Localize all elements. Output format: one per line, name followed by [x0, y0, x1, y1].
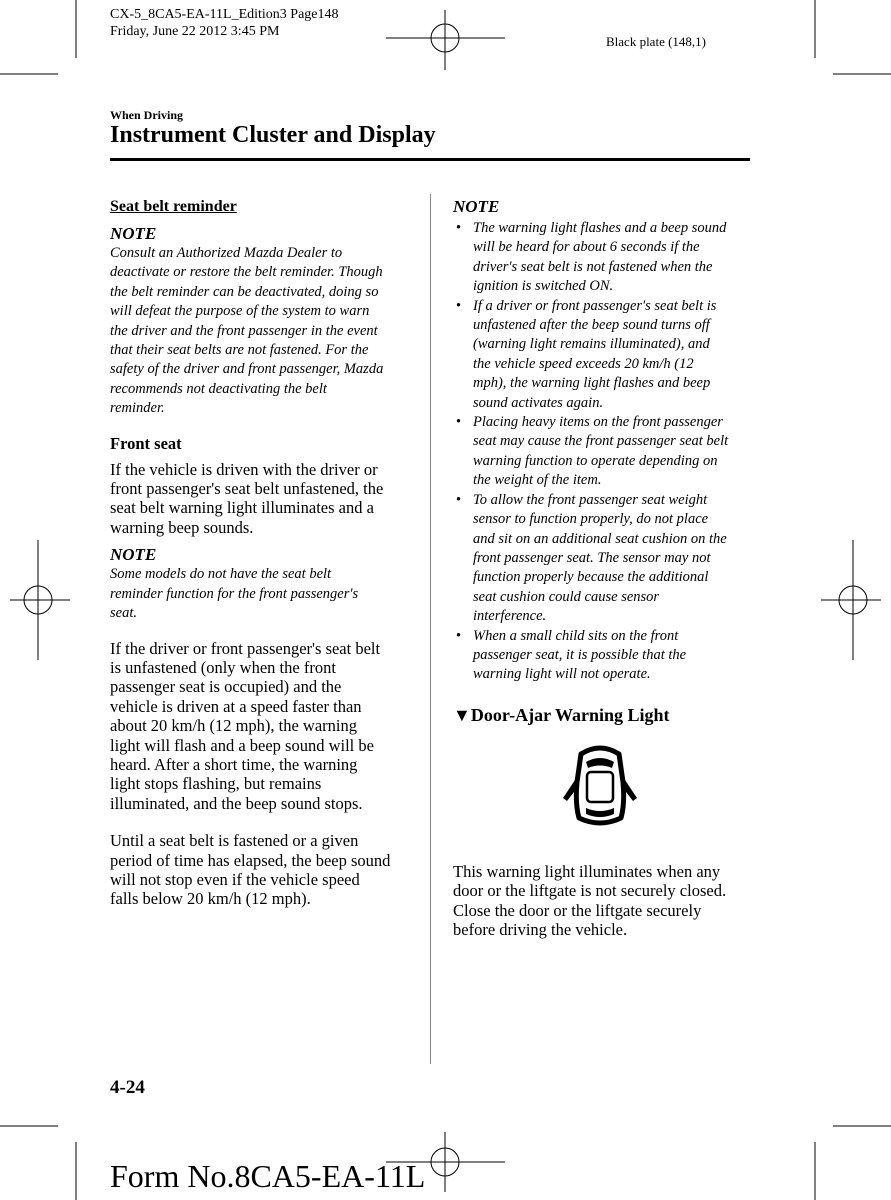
note-line: safety of the driver and front passenger, Mazda — [110, 361, 384, 378]
note-line: that their seat belts are not fastened. For the — [110, 342, 369, 359]
bullet-icon: • — [456, 220, 462, 236]
note-line: the driver and the front passenger in the event — [110, 322, 378, 339]
list-line: warning light will not operate. — [473, 666, 651, 683]
note-line: will defeat the purpose of the system to warn — [110, 303, 370, 320]
body-line: seat belt warning light illuminates and a — [110, 498, 374, 518]
note-heading: NOTE — [110, 224, 157, 243]
note-text — [110, 244, 420, 419]
body-line: about 20 km/h (12 mph), the warning — [110, 716, 358, 736]
body-line: front passenger's seat belt unfastened, the — [110, 479, 384, 499]
seat-belt-reminder-heading: Seat belt reminder — [110, 198, 237, 215]
body-line: falls below 20 km/h (12 mph). — [110, 889, 311, 909]
body-line: period of time has elapsed, the beep sound — [110, 850, 391, 870]
page-number: 4-24 — [110, 1077, 145, 1098]
print-plate-label: Black plate (148,1) — [606, 34, 706, 49]
list-line: When a small child sits on the front — [473, 627, 679, 644]
list-line: If a driver or front passenger's seat belt is — [473, 297, 717, 314]
list-item — [453, 491, 758, 627]
bullet-icon: • — [456, 491, 462, 508]
body-line: will not stop even if the vehicle speed — [110, 869, 360, 889]
door-ajar-car-icon — [559, 744, 641, 830]
body-line: light will flash and a beep sound will be — [110, 735, 374, 755]
body-paragraph — [453, 862, 758, 940]
note-heading: NOTE — [110, 545, 157, 565]
bullet-icon: • — [456, 627, 462, 644]
list-line: sound activates again. — [473, 394, 604, 411]
note-line: reminder function for the front passenger's — [110, 585, 359, 602]
list-line: Placing heavy items on the front passenger — [473, 414, 723, 431]
list-line: front passenger seat. The sensor may not — [473, 549, 711, 566]
list-item — [453, 627, 758, 685]
body-paragraph — [110, 460, 420, 538]
body-line: If the vehicle is driven with the driver or — [110, 459, 378, 479]
list-line: the weight of the item. — [473, 472, 602, 489]
list-line: and sit on an additional seat cushion on the — [473, 530, 727, 547]
list-line: (warning light remains illuminated), and — [473, 336, 710, 353]
bullet-icon: • — [456, 414, 462, 431]
list-item — [453, 219, 758, 297]
body-line: light stops flashing, but remains — [110, 774, 322, 794]
body-line: warning beep sounds. — [110, 517, 254, 537]
body-line: illuminated, and the beep sound stops. — [110, 793, 363, 813]
door-ajar-heading-text: Door-Ajar Warning Light — [470, 704, 670, 725]
note-text — [110, 565, 420, 623]
title-rule — [110, 158, 750, 161]
body-line: passenger seat is occupied) and the — [110, 677, 342, 697]
body-line: Close the door or the liftgate securely — [453, 900, 702, 920]
body-line: If the driver or front passenger's seat belt — [110, 638, 381, 658]
section-label: When Driving — [110, 108, 184, 122]
note-heading: NOTE — [453, 197, 500, 216]
print-header-file — [110, 6, 339, 40]
door-ajar-heading — [453, 705, 758, 726]
right-column — [453, 197, 758, 939]
body-paragraph — [110, 639, 420, 814]
list-line: seat may cause the front passenger seat belt — [473, 433, 729, 450]
list-line: driver's seat belt is not fastened when the — [473, 258, 713, 275]
note-line: recommends not deactivating the belt — [110, 380, 327, 397]
list-line: To allow the front passenger seat weight — [473, 491, 708, 508]
list-line: passenger seat, it is possible that the — [473, 646, 687, 663]
body-line: before driving the vehicle. — [453, 919, 628, 939]
body-line: door or the liftgate is not securely closed. — [453, 881, 727, 901]
list-line: function properly because the additional — [473, 569, 709, 586]
list-item — [453, 297, 758, 413]
body-line: heard. After a short time, the warning — [110, 754, 358, 774]
left-column — [110, 198, 420, 909]
list-line: ignition is switched ON. — [473, 278, 614, 295]
list-line: unfastened after the beep sound turns off — [473, 317, 710, 334]
note-line: seat. — [110, 605, 137, 622]
body-paragraph — [110, 831, 420, 909]
form-number: Form No.8CA5-EA-11L — [110, 1158, 426, 1194]
bullet-icon: • — [456, 297, 462, 314]
print-date-line: Friday, June 22 2012 3:45 PM — [110, 24, 280, 39]
page-title: Instrument Cluster and Display — [110, 122, 436, 148]
body-line: vehicle is driven at a speed faster than — [110, 696, 362, 716]
body-line: is unfastened (only when the front — [110, 657, 336, 677]
note-line: the belt reminder can be deactivated, doing so — [110, 283, 379, 300]
list-line: mph), the warning light flashes and beep — [473, 375, 711, 392]
list-line: the vehicle speed exceeds 20 km/h (12 — [473, 355, 694, 372]
column-divider — [430, 194, 431, 1064]
body-line: This warning light illuminates when any — [453, 861, 721, 881]
list-line: warning function to operate depending on — [473, 452, 718, 469]
list-line: seat cushion could cause sensor — [473, 588, 660, 605]
front-seat-heading: Front seat — [110, 433, 182, 453]
list-item — [453, 413, 758, 491]
note-bullet-list — [453, 219, 758, 685]
body-line: Until a seat belt is fastened or a given — [110, 831, 359, 851]
print-file-line: CX-5_8CA5-EA-11L_Edition3 Page148 — [110, 7, 339, 22]
note-line: Some models do not have the seat belt — [110, 566, 332, 583]
triangle-down-icon: ▼ — [453, 704, 471, 725]
list-line: sensor to function properly, do not place — [473, 511, 709, 528]
note-line: Consult an Authorized Mazda Dealer to — [110, 245, 343, 261]
note-line: deactivate or restore the belt reminder. Though — [110, 264, 383, 281]
list-line: The warning light flashes and a beep sound — [473, 220, 727, 236]
list-line: will be heard for about 6 seconds if the — [473, 239, 700, 256]
list-line: interference. — [473, 608, 547, 625]
note-line: reminder. — [110, 400, 165, 417]
